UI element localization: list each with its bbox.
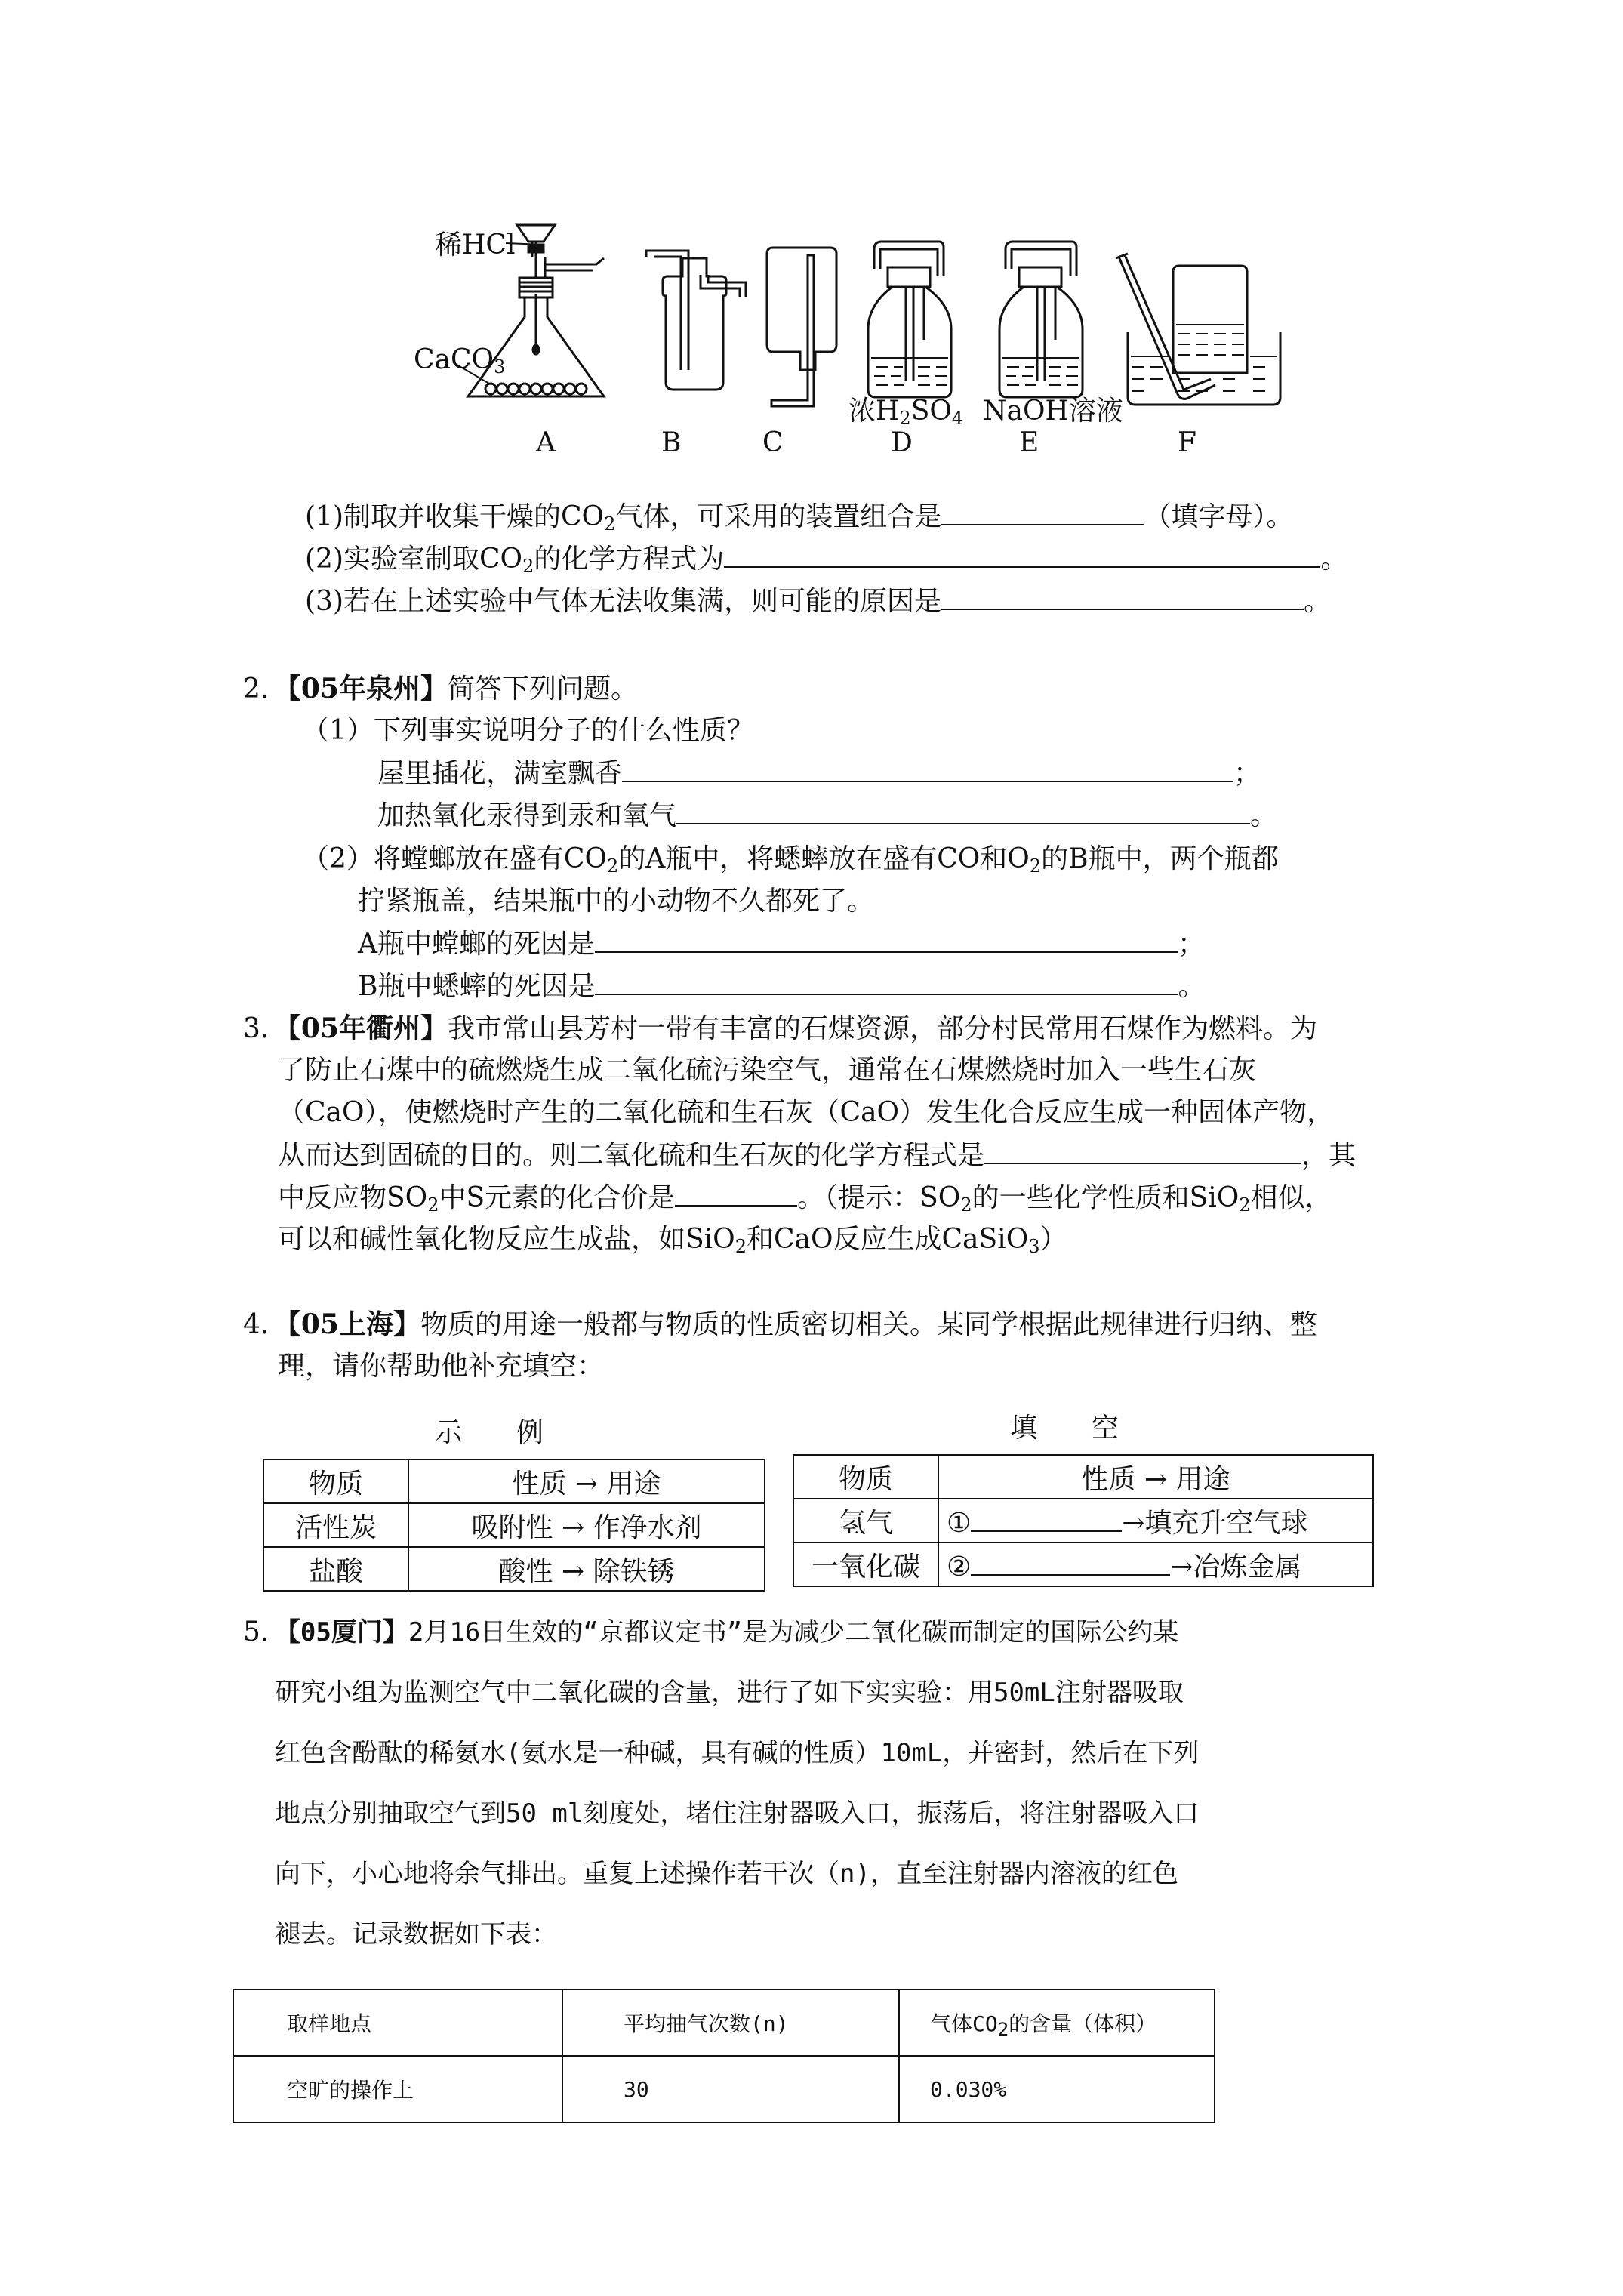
q3-line6-sub2: 3 [1028, 1236, 1040, 1257]
q2-sub2a-text: A瓶中螳螂的死因是 [358, 929, 595, 960]
q2-sub2b-end: 。 [1178, 971, 1206, 1002]
q1-answer-blank-2[interactable] [724, 541, 1320, 568]
q3-line6-sub1: 2 [735, 1236, 747, 1257]
q3-line5-d: 的一些化学性质和SiO [972, 1182, 1240, 1213]
table-cell: 活性炭 [263, 1503, 408, 1547]
label-d-mid: SO [910, 396, 952, 427]
q2-sub2-sub2: 2 [1029, 855, 1042, 877]
q2-sub1a-text: 屋里插花，满室飘香 [377, 758, 623, 789]
header-co2-tail: 的含量（体积） [1009, 2011, 1157, 2036]
q2-sub1a-end: ； [1233, 758, 1261, 789]
q3-line6-b: 和CaO反应生成CaSiO [746, 1224, 1029, 1255]
q4-line1-text: 物质的用途一般都与物质的性质密切相关。某同学根据此规律进行归纳、整 [420, 1309, 1318, 1340]
table-header-cell [899, 1989, 1215, 2056]
q3-line4 [278, 1137, 1356, 1174]
table-header-cell: 性质 → 用途 [938, 1455, 1373, 1499]
q3-line6-c: ） [1039, 1224, 1067, 1255]
q3-line5-a: 中反应物SO [278, 1182, 428, 1213]
q2-sub1: （1）下列事实说明分子的什么性质？ [302, 715, 754, 746]
letter-b: B [661, 427, 682, 458]
q2-heading-text: 简答下列问题。 [448, 673, 639, 704]
label-d [848, 390, 963, 428]
table-cell [938, 1542, 1373, 1586]
q1-p2-b: 的化学方程式为 [534, 544, 725, 575]
apparatus-drawing [423, 211, 1419, 468]
circle-number-2: ② [947, 1551, 972, 1583]
table-row [793, 1455, 1373, 1499]
q3-number: 3． [243, 1013, 288, 1044]
letter-d: D [891, 427, 913, 458]
q2-sub2b-text: B瓶中蟋蟀的死因是 [358, 971, 596, 1002]
q4-answer-blank-2[interactable] [971, 1549, 1170, 1576]
q5-source: 【05厦门】 [287, 1617, 408, 1647]
letter-e: E [1019, 427, 1039, 458]
q1-part1 [305, 498, 1293, 535]
q3-line6 [278, 1222, 1067, 1258]
q1-p1-sub: 2 [604, 513, 616, 535]
q3-line5-b: 中S元素的化合价是 [439, 1182, 676, 1213]
q3-line1 [243, 1010, 1317, 1047]
table-cell: 0.030% [899, 2056, 1215, 2122]
table-cell: 氢气 [793, 1499, 938, 1542]
q3-line3: （CaO），使燃烧时产生的二氧化硫和生石灰（CaO）发生化合反应生成一种固体产物， [278, 1097, 1335, 1128]
circle-number-1: ① [947, 1507, 972, 1539]
apparatus-figure [423, 211, 1419, 468]
q2-sub2-a: （2）将螳螂放在盛有CO [302, 843, 607, 874]
label-d-sub1: 2 [899, 408, 911, 429]
q2-sub2b [358, 968, 1205, 1005]
q3-line4-b: ，其 [1301, 1140, 1357, 1171]
q2-sub1b-end: 。 [1250, 800, 1278, 831]
q2-answer-blank-2a[interactable] [595, 926, 1178, 953]
table-row [233, 2056, 1215, 2122]
label-hcl: 稀HCl [435, 230, 516, 260]
q5-line3: 红色含酚酞的稀氨水(氨水是一种碱，具有碱的性质）10mL，并密封，然后在下列 [275, 1738, 1200, 1768]
apparatus-c [767, 248, 836, 406]
label-e: NaOH溶液 [983, 396, 1123, 427]
table-row [263, 1459, 765, 1503]
q2-answer-blank-1a[interactable] [622, 755, 1233, 782]
q3-line5 [278, 1179, 1332, 1216]
q4-row2-tail: →冶炼金属 [1170, 1551, 1302, 1583]
q4-answer-blank-1[interactable] [971, 1505, 1122, 1532]
q5-number: 5． [243, 1616, 288, 1647]
q2-sub2-b: 的A瓶中，将蟋蟀放在盛有CO和O [618, 843, 1030, 874]
q5-data-table [233, 1989, 1215, 2123]
q4-line2: 理，请你帮助他补充填空： [278, 1351, 605, 1382]
q3-line5-sub1: 2 [427, 1194, 439, 1216]
q2-source: 【05年泉州】 [287, 673, 448, 704]
table-cell: 30 [562, 2056, 899, 2122]
q2-sub2-sub1: 2 [606, 855, 619, 877]
q5-line6: 褪去。记录数据如下表： [275, 1919, 557, 1949]
table-row [793, 1499, 1373, 1542]
q5-line2: 研究小组为监测空气中二氧化碳的含量，进行了如下实实验：用50mL注射器吸取 [275, 1678, 1184, 1708]
table-row [793, 1542, 1373, 1586]
table-cell: 空旷的操作上 [233, 2056, 562, 2122]
q2-heading [243, 670, 638, 707]
q2-sub1b [377, 797, 1277, 834]
q4-left-caption: 示 例 [435, 1417, 544, 1448]
q3-answer-blank-equation[interactable] [984, 1137, 1301, 1164]
table-row [263, 1503, 765, 1547]
table-cell: 一氧化碳 [793, 1542, 938, 1586]
q1-p1-b: 气体，可采用的装置组合是 [615, 501, 942, 532]
q1-p2-c: 。 [1320, 544, 1348, 575]
q5-line1 [243, 1602, 1178, 1663]
q3-source: 【05年衢州】 [287, 1012, 448, 1044]
apparatus-d [868, 242, 951, 397]
q3-line6-a: 可以和碱性氧化物反应生成盐，如SiO [278, 1224, 735, 1255]
q3-line5-sub2: 2 [960, 1194, 972, 1216]
label-d-sub2: 4 [951, 408, 964, 429]
q2-sub2-c: 的B瓶中，两个瓶都 [1041, 843, 1279, 874]
label-caco3-main: CaCO [414, 344, 494, 375]
q3-line1-text: 我市常山县芳村一带有丰富的石煤资源，部分村民常用石煤作为燃料。为 [448, 1013, 1318, 1044]
table-header-cell: 平均抽气次数(n) [562, 1989, 899, 2056]
q3-answer-blank-valence[interactable] [675, 1179, 797, 1207]
q4-right-caption: 填 空 [1010, 1413, 1119, 1444]
q2-sub2a [358, 926, 1205, 963]
table-row [263, 1547, 765, 1591]
letter-c: C [762, 427, 784, 458]
q3-line5-c: 。（提示：SO [797, 1182, 961, 1213]
apparatus-b [646, 251, 746, 390]
q1-p3-a: (3)若在上述实验中气体无法收集满，则可能的原因是 [305, 586, 941, 617]
q4-fill-table [793, 1454, 1374, 1587]
label-d-pre: 浓H [848, 396, 900, 427]
table-row [233, 1989, 1215, 2056]
q4-row1-tail: →填充升空气球 [1122, 1507, 1308, 1539]
q1-answer-blank-1[interactable] [941, 498, 1144, 525]
q1-part3 [305, 583, 1331, 620]
q4-source: 【05上海】 [287, 1308, 421, 1340]
letter-a: A [536, 427, 556, 458]
header-co2-sub: 2 [997, 2019, 1009, 2040]
q5-line1-text: 2月16日生效的“京都议定书”是为减少二氧化碳而制定的国际公约某 [408, 1617, 1179, 1647]
q1-answer-blank-3[interactable] [941, 583, 1304, 610]
q3-line2: 了防止石煤中的硫燃烧生成二氧化硫污染空气，通常在石煤燃烧时加入一些生石灰 [278, 1055, 1257, 1086]
letter-f: F [1178, 427, 1196, 458]
q1-p2-a: (2)实验室制取CO [305, 544, 523, 575]
header-co2: 气体CO [930, 2011, 998, 2036]
q1-p1-a: (1)制取并收集干燥的CO [305, 501, 605, 532]
q4-example-table [263, 1459, 765, 1592]
q5-line5: 向下，小心地将余气排出。重复上述操作若干次（n)，直至注射器内溶液的红色 [275, 1859, 1178, 1889]
q1-p3-c: 。 [1304, 586, 1332, 617]
q2-sub2-line2: 拧紧瓶盖，结果瓶中的小动物不久都死了。 [358, 886, 875, 917]
q2-answer-blank-2b[interactable] [595, 968, 1178, 995]
q2-sub1b-text: 加热氧化汞得到汞和氧气 [377, 800, 677, 831]
q4-line1 [243, 1306, 1317, 1343]
q2-number: 2． [243, 673, 288, 704]
table-header-cell: 物质 [263, 1459, 408, 1503]
q3-line5-e: 相似， [1250, 1182, 1332, 1213]
table-cell: 吸附性 → 作净水剂 [408, 1503, 765, 1547]
q3-line4-a: 从而达到固硫的目的。则二氧化硫和生石灰的化学方程式是 [278, 1140, 985, 1171]
table-header-cell: 取样地点 [233, 1989, 562, 2056]
q2-answer-blank-1b[interactable] [676, 797, 1250, 824]
q3-line5-sub3: 2 [1239, 1194, 1251, 1216]
q1-p2-sub: 2 [522, 556, 534, 577]
label-caco3-sub: 3 [494, 356, 506, 378]
label-caco3 [414, 344, 506, 378]
q2-sub2a-end: ； [1178, 929, 1206, 960]
q4-number: 4． [243, 1309, 288, 1340]
table-header-cell: 物质 [793, 1455, 938, 1499]
apparatus-e [999, 242, 1083, 397]
table-cell [938, 1499, 1373, 1542]
q1-part2 [305, 541, 1347, 578]
q2-sub1a [377, 755, 1261, 792]
q1-p1-c: （填字母）。 [1144, 501, 1294, 532]
apparatus-f [1116, 254, 1280, 405]
table-cell: 酸性 → 除铁锈 [408, 1547, 765, 1591]
q5-line4: 地点分别抽取空气到50 ml刻度处，堵住注射器吸入口，振荡后，将注射器吸入口 [275, 1798, 1200, 1829]
q2-sub2 [302, 841, 1279, 877]
table-header-cell: 性质 → 用途 [408, 1459, 765, 1503]
table-cell: 盐酸 [263, 1547, 408, 1591]
